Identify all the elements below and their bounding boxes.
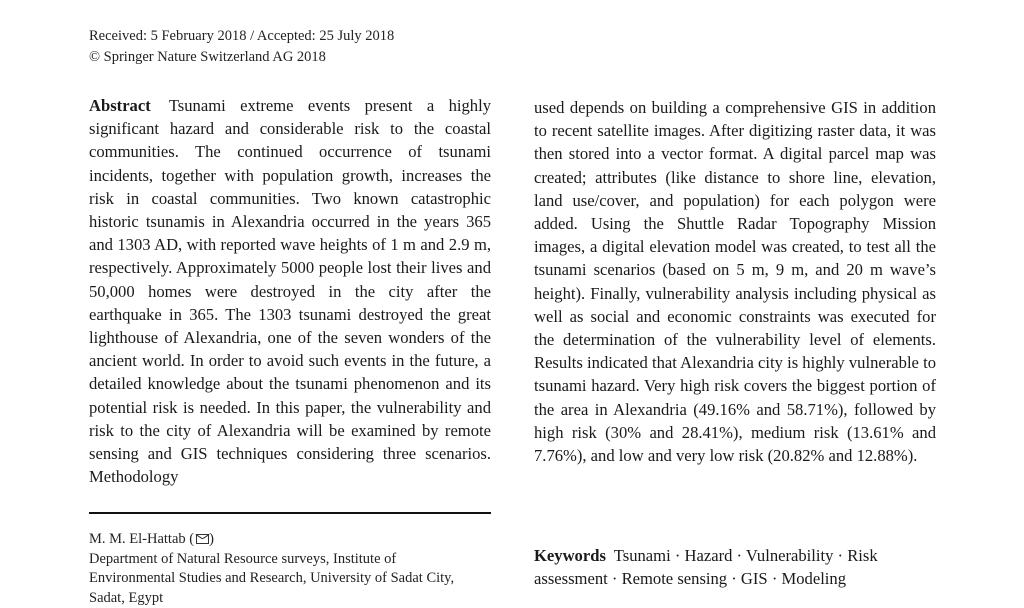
envelope-icon[interactable] bbox=[196, 534, 209, 544]
keywords-heading: Keywords bbox=[534, 546, 606, 565]
copyright-notice: © Springer Nature Switzerland AG 2018 bbox=[89, 47, 394, 68]
footnote-divider bbox=[89, 512, 491, 514]
abstract-text-part2: used depends on building a comprehensive GIS in addition to recent satellite images. After digitizing raster data, it was then stored into a vector format. A digital parcel map was created; attributes (like distance to shore line, elevation, land use/cover, and population) for each polygon were added. Using the Shuttle Radar Topography Mission images, a digital elevation model was created, to test all the tsunami scenarios (based on 5 m, 9 m, and 20 m wave’s height). Finally, vulnerability analysis including physical as well as social and economic constraints was executed for the determination of the vulnerability level of elements. Results indicated that Alexandria city is highly vulnerable to tsunami hazard. Very high risk covers the biggest portion of the area in Alexandria (49.16% and 58.71%), followed by high risk (30% and 28.41%), medium risk (13.61% and 7.76%), and low and very low risk (20.82% and 12.88%). bbox=[534, 98, 936, 465]
abstract-right-column bbox=[534, 96, 936, 467]
keywords-block bbox=[534, 544, 936, 590]
affiliation-line-2: Environmental Studies and Research, University of Sadat City, bbox=[89, 569, 509, 589]
abstract-heading: Abstract bbox=[89, 96, 151, 115]
affiliation-line-1: Department of Natural Resource surveys, Institute of bbox=[89, 550, 509, 570]
article-history bbox=[89, 26, 394, 68]
received-accepted-dates: Received: 5 February 2018 / Accepted: 25 July 2018 bbox=[89, 26, 394, 47]
author-name: M. M. El-Hattab bbox=[89, 531, 186, 547]
author-line: M. M. El-Hattab ( ) bbox=[89, 530, 509, 550]
abstract-left-column bbox=[89, 94, 491, 488]
abstract-text-part1: Tsunami extreme events present a highly significant hazard and considerable risk to the coastal communities. The continued occurrence of tsunami incidents, together with population growth, increases the risk in coastal communities. Two known catastrophic historic tsunamis in Alexandria occurred in the years 365 and 1303 AD, with reported wave heights of 1 m and 2.9 m, respectively. Approximately 5000 people lost their lives and 50,000 homes were destroyed in the city after the earthquake in 365. The 1303 tsunami destroyed the great lighthouse of Alexandria, one of the seven wonders of the ancient world. In order to avoid such events in the future, a detailed knowledge about the tsunami phenomenon and its potential risk is needed. In this paper, the vulnerability and risk to the city of Alexandria will be examined by remote sensing and GIS techniques considering three scenarios. Methodology bbox=[89, 96, 491, 486]
affiliation-line-3: Sadat, Egypt bbox=[89, 589, 509, 608]
keywords-list: Tsunami · Hazard · Vulnerability · Risk assessment · Remote sensing · GIS · Modeling bbox=[534, 546, 878, 588]
author-affiliation bbox=[89, 530, 509, 608]
